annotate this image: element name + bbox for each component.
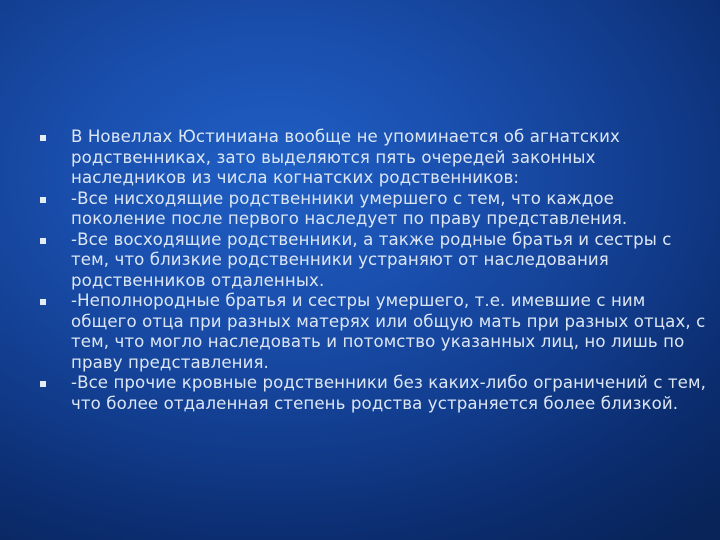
bullet-text: -Неполнородные братья и сестры умершего, т.е. имевшие с ним общего отца при разных матерях или общую мать при разных отцах, с тем, что могло наследовать и потомство указанных лиц, но лишь по праву представления.: [71, 291, 706, 372]
bullet-text: В Новеллах Юстиниана вообще не упоминается об агнатских родственниках, зато выделяются пять очередей законных наследников из числа когнатских родственников:: [71, 127, 620, 187]
square-bullet-icon: [40, 197, 46, 203]
square-bullet-icon: [40, 135, 46, 141]
square-bullet-icon: [40, 299, 46, 305]
bullet-text: -Все восходящие родственники, а также родные братья и сестры с тем, что близкие родственники устраняют от наследования родственников отдаленных.: [71, 229, 672, 290]
square-bullet-icon: [40, 381, 46, 387]
bullet-text: -Все нисходящие родственники умершего с тем, что каждое поколение после первого наследует по праву представления.: [71, 188, 628, 228]
bullet-item: [40, 291, 708, 373]
bullet-list: [40, 127, 708, 414]
bullet-item: [40, 127, 708, 189]
square-bullet-icon: [40, 238, 46, 244]
bullet-item: [40, 373, 708, 414]
bullet-item: [40, 189, 708, 230]
bullet-item: [40, 230, 708, 292]
bullet-text: -Все прочие кровные родственники без каких-либо ограничений с тем, что более отдаленная степень родства устраняется более близкой.: [71, 373, 706, 413]
